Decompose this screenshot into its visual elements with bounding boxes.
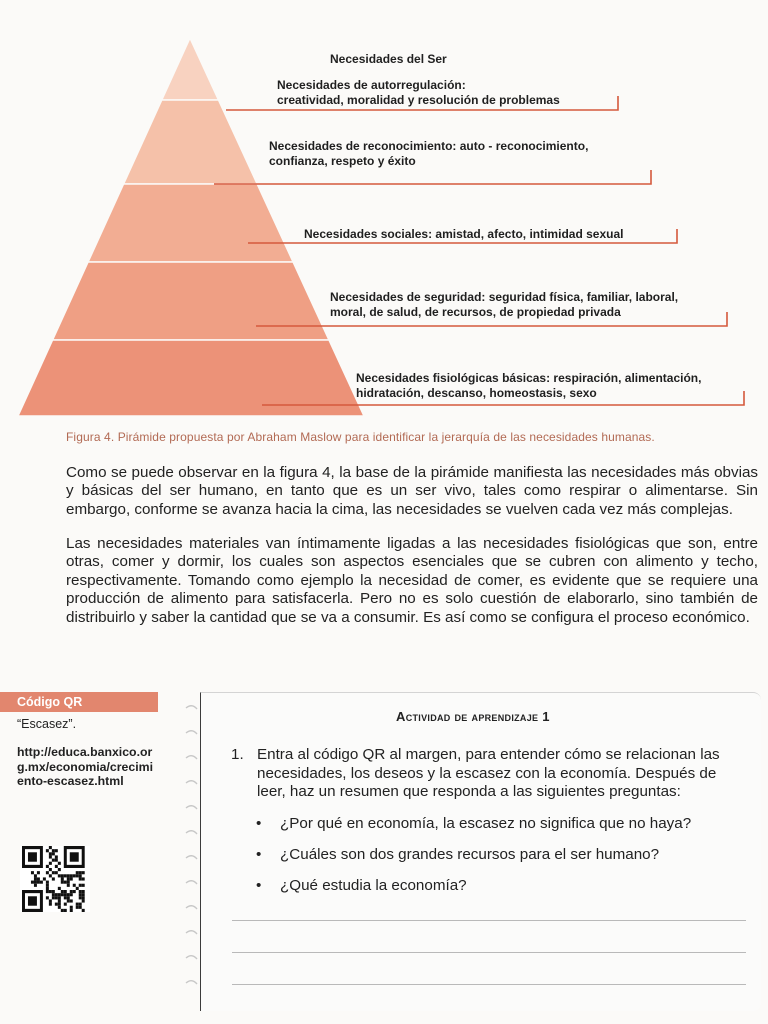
qr-resource-link[interactable]: http://educa.banxico.org.mx/economia/crecimiento-escasez.html (17, 745, 154, 789)
question-bullet-1: • (256, 815, 262, 832)
question-bullet-3: • (256, 877, 262, 894)
answer-line-2[interactable] (232, 952, 746, 953)
pyramid-label-level-2: Necesidades de reconocimiento: auto - reconocimiento, confianza, respeto y éxito (269, 139, 589, 168)
paragraph-1: Como se puede observar en la figura 4, la base de la pirámide manifiesta las necesidades más obvias y básicas del ser humano, en tanto que es un ser vivo, tales como respirar o alimentarse. Sin embargo, conforme se avanza hacia la cima, las necesidades se vuelven cada vez más complejas. (66, 464, 758, 518)
pyramid-level-2 (124, 100, 258, 184)
pyramid-label-level-5: Necesidades fisiológicas básicas: respiración, alimentación, hidratación, descanso, homeostasis, sexo (356, 371, 702, 400)
figure-caption: Figura 4. Pirámide propuesta por Abraham Maslow para identificar la jerarquía de las necesidades humanas. (66, 430, 655, 444)
pyramid-level-3 (88, 184, 293, 262)
pyramid-label-level-3: Necesidades sociales: amistad, afecto, intimidad sexual (304, 227, 624, 241)
qr-section-header: Código QR (0, 692, 158, 712)
question-1: ¿Por qué en economía, la escasez no significa que no haya? (280, 815, 692, 832)
activity-instruction: Entra al código QR al margen, para entender cómo se relacionan las necesidades, los deseos y la escasez con la economía. Después de leer, haz un resumen que responda a las siguientes preguntas: (257, 746, 720, 801)
notebook-rings (184, 700, 198, 1000)
pyramid-label-level-4: Necesidades de seguridad: seguridad física, familiar, laboral, moral, de salud, de recursos, de propiedad privada (330, 290, 679, 319)
paragraph-2: Las necesidades materiales van íntimamente ligadas a las necesidades fisiológicas que son, entre otras, comer y dormir, los cuales son aspectos esenciales que se cubren con alimento y techo, respectivamente. Tomando como ejemplo la necesidad de comer, es evidente que se requiere una producción de alimento para satisfacerla. Pero no es solo cuestión de elaborarlo, sino también de distribuirlo y saber la cantidad que se va a consumir. Es así como se configura el proceso económico. (66, 535, 758, 626)
pyramid-leader-line-2 (214, 170, 651, 184)
pyramid-title: Necesidades del Ser (330, 52, 447, 66)
question-bullet-2: • (256, 846, 262, 863)
answer-line-1[interactable] (232, 920, 746, 921)
question-3: ¿Qué estudia la economía? (280, 877, 467, 894)
activity-title: Actividad de aprendizaje 1 (396, 709, 550, 724)
qr-code-icon[interactable] (20, 846, 90, 912)
pyramid-level-1 (162, 38, 219, 100)
answer-line-3[interactable] (232, 984, 746, 985)
pyramid-label-level-1: Necesidades de autorregulación: creatividad, moralidad y resolución de problemas (277, 78, 560, 107)
qr-resource-title: “Escasez”. (17, 717, 77, 731)
question-2: ¿Cuáles son dos grandes recursos para el ser humano? (280, 846, 660, 863)
activity-item-number: 1. (231, 746, 244, 763)
pyramid-level-4 (53, 262, 329, 340)
